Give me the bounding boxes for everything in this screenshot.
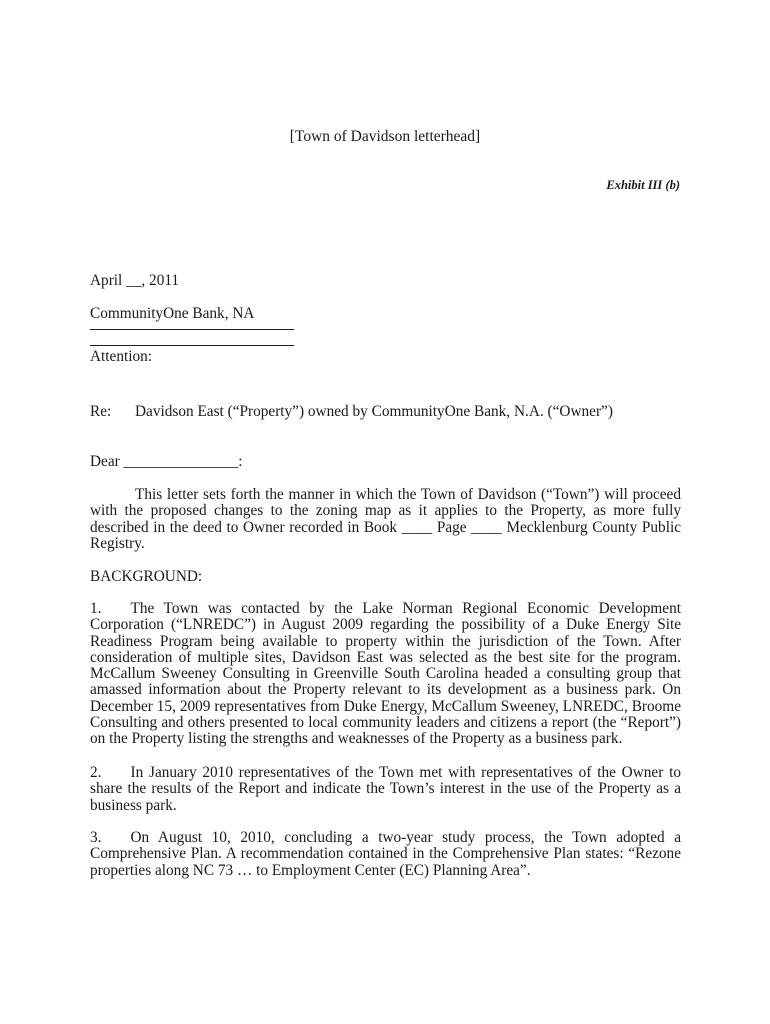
paragraph-3 (90, 830, 681, 879)
paragraph-1-block (90, 601, 681, 748)
paragraph-2-number: 2. (90, 764, 102, 781)
intro-paragraph-block (90, 487, 681, 552)
paragraph-3-number: 3. (90, 829, 102, 846)
paragraph-1 (90, 601, 681, 748)
recipient-block (90, 306, 681, 366)
attention-line: Attention: (90, 348, 153, 366)
recipient-name: CommunityOne Bank, NA (90, 305, 255, 322)
salutation-block (90, 454, 681, 470)
letterhead-placeholder: [Town of Davidson letterhead] (289, 128, 481, 145)
intro-paragraph: This letter sets forth the manner in which the Town of Davidson (“Town”) will proceed with the proposed changes to the zoning map as it applies to the Property, as more fully described in the deed to Owner recorded in Book ____ Page ____ Mecklenburg County Public Registry. (90, 486, 681, 552)
paragraph-2-block (90, 765, 681, 814)
address-line-2 (90, 345, 294, 346)
background-heading: BACKGROUND: (90, 568, 203, 585)
background-heading-block (90, 569, 681, 585)
paragraph-1-number: 1. (90, 600, 102, 617)
paragraph-2 (90, 765, 681, 814)
exhibit-label: Exhibit III (b) (606, 178, 680, 192)
paragraph-3-text: On August 10, 2010, concluding a two-year study process, the Town adopted a Comprehensive Plan. A recommendation contained in the Comprehensive Plan states: “Rezone properties along NC 73 … to Employment Center (EC) Planning Area”. (90, 829, 681, 879)
salutation: Dear _______________: (90, 453, 243, 470)
paragraph-2-text: In January 2010 representatives of the Town met with representatives of the Owner to share the results of the Report and indicate the Town’s interest in the use of the Property as a business park. (90, 764, 681, 814)
paragraph-1-text: The Town was contacted by the Lake Norman Regional Economic Development Corporation (“LNREDC”) in August 2009 regarding the possibility of a Duke Energy Site Readiness Program being available to property within the jurisdiction of the Town. After consideration of multiple sites, Davidson East was selected as the best site for the program. McCallum Sweeney Consulting in Greenville South Carolina headed a consulting group that amassed information about the Property relevant to its development as a business park. On December 15, 2009 representatives from Duke Energy, McCallum Sweeney, LNREDC, Broome Consulting and others presented to local community leaders and citizens a report (the “Report”) on the Property listing the strengths and weaknesses of the Property as a business park. (90, 600, 681, 748)
letter-date-block (90, 273, 681, 289)
re-text: Davidson East (“Property”) owned by CommunityOne Bank, N.A. (“Owner”) (135, 403, 613, 420)
address-line-1 (90, 329, 294, 330)
re-line (90, 404, 681, 420)
letter-date: April __, 2011 (90, 272, 180, 289)
paragraph-3-block (90, 830, 681, 879)
re-label: Re: (90, 403, 112, 420)
